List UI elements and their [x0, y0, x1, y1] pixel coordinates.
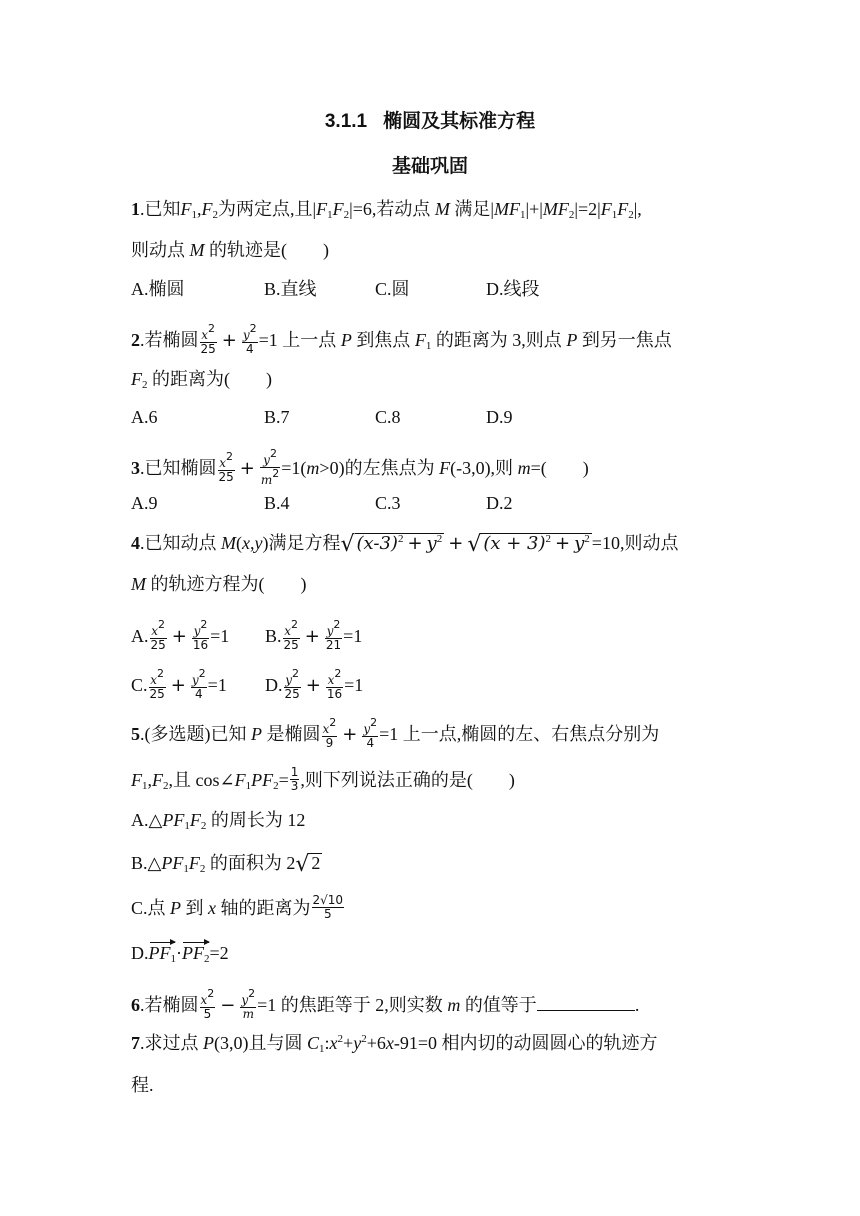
- question-number: 5: [131, 723, 140, 744]
- question-4-line-2: M 的轨迹方程为( ): [131, 574, 307, 594]
- option-d: D.线段: [486, 279, 540, 299]
- question-2: 2.若椭圆 $\frac{x^2}{25}$ + $\frac{y^2}{4}$ =1 上一点 P 到焦点 $F_1$ 的距离为 3,则点 P 到另一焦点: [131, 322, 672, 357]
- option-a: A. $\frac{x^2}{25}$ + $\frac{y^2}{16}$ =1: [131, 618, 230, 653]
- option-d: D. $\frac{y^2}{25}$ + $\frac{x^2}{16}$ =1: [265, 667, 364, 702]
- question-2-line-2: $F_2$ 的距离为( ): [131, 369, 272, 391]
- question-5-line-2: $F_1,F_2$,且 $\cos\angle F_1PF_2=$ $\frac{1}{3}$ ,则下列说法正确的是( ): [131, 765, 515, 794]
- option-d: D.9: [486, 407, 513, 427]
- option-c: C.8: [375, 407, 401, 427]
- question-number: 2: [131, 329, 140, 350]
- question-5: 5.(多选题)已知 P 是椭圆 $\frac{x^2}{9}$ + $\frac{y^2}{4}$ =1 上一点,椭圆的左、右焦点分别为: [131, 716, 660, 751]
- question-6: 6.若椭圆 $\frac{x^2}{5}$ − $\frac{y^2}{m}$ =1 的焦距等于 2,则实数 m 的值等于 .: [131, 987, 640, 1022]
- fraction: $\frac{x^2}{9}$: [322, 716, 337, 751]
- question-number: 7: [131, 1033, 140, 1053]
- vector-pf2: $PF_2$: [182, 943, 210, 965]
- fraction: $\frac{y^2}{m}$: [241, 987, 256, 1022]
- fraction: $\frac{y^2}{4}$: [242, 322, 257, 357]
- option-b: B. $\frac{x^2}{25}$ + $\frac{y^2}{21}$ =1: [265, 618, 363, 653]
- fraction: $\frac{x^2}{25}$: [218, 450, 234, 485]
- question-number: 3: [131, 457, 140, 478]
- question-7: 7.求过点 P(3,0)且与圆 $C_1:x^2+y^2+6x-91=0$ 相内切的动圆圆心的轨迹方: [131, 1033, 658, 1055]
- question-1-options: [131, 280, 540, 298]
- fraction: $\frac{y^2}{m^2}$: [260, 447, 280, 488]
- option-d: D.2: [486, 493, 513, 513]
- section-title-text: 椭圆及其标准方程: [383, 110, 536, 132]
- question-4: 4.已知动点 M(x,y)满足方程√ $(x-3)^2 + y^2$ + √ $(x + 3)^2 + y^2 =10$,则动点: [131, 532, 679, 557]
- question-4-options-cd: [131, 667, 364, 703]
- section-title: [0, 106, 860, 133]
- option-a: A.椭圆: [131, 279, 185, 299]
- section-number: 3.1.1: [324, 111, 368, 132]
- fraction: $\frac{1}{3}$: [290, 765, 299, 794]
- question-3: 3.已知椭圆 $\frac{x^2}{25}$ + $\frac{y^2}{m^2}$ =1(m>0)的左焦点为 F(-3,0),则 m=( ): [131, 447, 589, 488]
- question-1: 1.已知$F_1,F_2$为两定点,且$|F_1F_2|=6$,若动点 M 满足$|MF_1|+|MF_2|=2|F_1F_2|$,: [131, 199, 642, 221]
- question-number: 1: [131, 199, 140, 219]
- fraction: $\frac{2√10}{5}$: [312, 893, 344, 922]
- option-c: C.圆: [375, 279, 410, 299]
- option-b: B.直线: [264, 279, 317, 299]
- answer-blank[interactable]: [537, 996, 635, 1011]
- question-2-options: [131, 408, 513, 426]
- question-5-option-c: C.点 P 到 x 轴的距离为 $\frac{2√10}{5}$: [131, 893, 344, 922]
- question-5-option-d: $D.PF_1\cdot PF_2=2$: [131, 943, 229, 965]
- question-7-line-2: 程.: [131, 1075, 154, 1095]
- vector-pf1: $PF_1$: [148, 943, 176, 965]
- option-b: B.4: [264, 493, 290, 513]
- option-c: C. $\frac{x^2}{25}$ + $\frac{y^2}{4}$ =1: [131, 667, 227, 702]
- square-root: √ $(x + 3)^2 + y^2$: [467, 532, 590, 557]
- option-a: A.9: [131, 493, 158, 513]
- question-1-line-2: 则动点 M 的轨迹是( ): [131, 240, 329, 260]
- fraction: $\frac{y^2}{4}$: [363, 716, 378, 751]
- question-5-option-b: $B.\triangle PF_1F_2$ 的面积为 2√ 2: [131, 852, 321, 877]
- square-root: √ $(x-3)^2 + y^2$: [340, 532, 443, 557]
- question-4-options-ab: [131, 618, 363, 654]
- question-5-option-a: $A.\triangle PF_1F_2$ 的周长为 12: [131, 810, 306, 832]
- fraction: $\frac{x^2}{5}$: [200, 987, 215, 1022]
- fraction: $\frac{x^2}{25}$: [200, 322, 216, 357]
- question-number: 6: [131, 994, 140, 1015]
- option-c: C.3: [375, 493, 401, 513]
- option-a: A.6: [131, 407, 158, 427]
- question-number: 4: [131, 533, 140, 553]
- square-root: √ 2: [295, 852, 321, 877]
- option-b: B.7: [264, 407, 290, 427]
- section-subtitle: 基础巩固: [391, 155, 468, 177]
- question-3-options: [131, 494, 513, 512]
